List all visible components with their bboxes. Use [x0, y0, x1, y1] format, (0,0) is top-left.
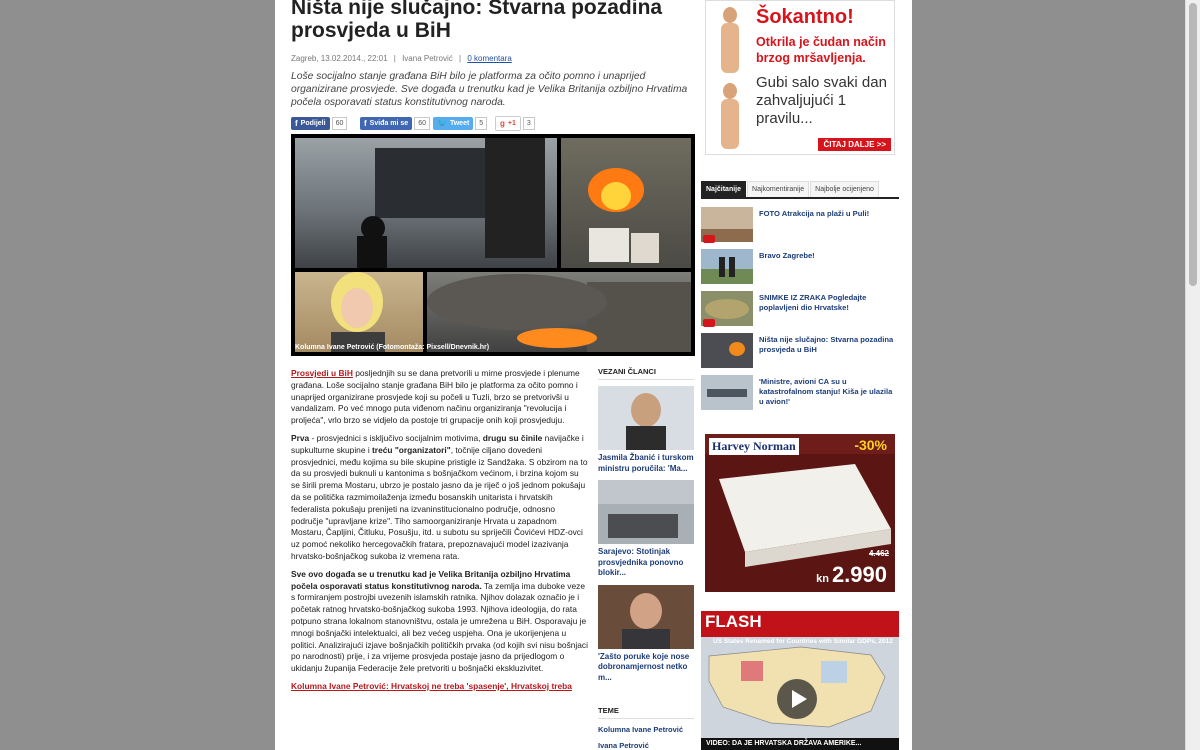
play-button[interactable] — [777, 679, 817, 719]
smoke-fire-photo — [427, 272, 691, 352]
facebook-icon: f — [295, 119, 298, 128]
related-thumb[interactable] — [598, 585, 694, 649]
facebook-like-label: Sviđa mi se — [369, 120, 409, 127]
related-thumb[interactable] — [598, 480, 694, 544]
popular-item[interactable]: 'Ministre, avioni CA su u katastrofalnom stanju! Kiša je ulazila u avion!' — [701, 375, 899, 413]
popular-thumb[interactable] — [701, 249, 753, 284]
gplus-count: 3 — [523, 117, 535, 130]
popular-tabs — [701, 181, 899, 199]
video-icon — [703, 235, 715, 243]
tweet-button[interactable] — [433, 117, 487, 130]
article-date: Zagreb, 13.02.2014., 22:01 — [291, 54, 388, 63]
hero-caption: Kolumna Ivane Petrović (Fotomontaža: Pixsell/Dnevnik.hr) — [295, 344, 490, 351]
ad-headline: Šokantno! — [756, 6, 854, 28]
columnist-portrait-photo — [295, 272, 423, 352]
play-icon — [777, 679, 817, 719]
article-author: Ivana Petrović — [402, 54, 453, 63]
ad-figure-image — [710, 3, 750, 153]
facebook-share[interactable] — [291, 117, 347, 130]
ad-line2: Otkrila je čudan način brzog mršavljenja. — [756, 35, 886, 65]
tab-najbolje-ocijenjeno[interactable]: Najbolje ocijenjeno — [810, 181, 879, 197]
body-paragraph: Prosvjedi u BiH posljednjih su se dana pretvorili u mirne prosvjede i plenume građana. Loše socijalno stanje građana BiH bilo je platforma za očito pomno i unaprijed organizirane prosvjede koji su počeli u Tuzli, brzo se pretvorivši u vandalizam. Po već mnogo puta viđenom načinu organiziranja "revolucija i proljeća", vrlo brzo se vidjelo da postoje tri grupacije onih koji prosvjeduju. — [291, 368, 580, 426]
prosvjedi-link[interactable]: Prosvjedi u BiH — [291, 368, 353, 378]
article-lead: Loše socijalno stanje građana BiH bilo je platforma za očito pomno i unaprijed organizirane prosvjede. Sve događa u trenutku kad je Velika Britanija ozbiljno Hrvatima počela osporavati status konstitutivnog naroda. — [291, 71, 688, 108]
facebook-share-count: 60 — [332, 117, 348, 130]
tweet-count: 5 — [475, 117, 487, 130]
facebook-like-count: 60 — [414, 117, 430, 130]
popular-item[interactable]: Bravo Zagrebe! — [701, 249, 899, 287]
body-paragraph — [291, 681, 589, 693]
ad-brand: Harvey Norman — [709, 438, 799, 455]
gplus-button[interactable] — [495, 117, 535, 130]
topics-section — [598, 706, 694, 750]
gplus-icon: g — [500, 119, 505, 128]
flash-caption[interactable]: VIDEO: DA JE HRVATSKA DRŽAVA AMERIKE... — [701, 738, 899, 750]
body-paragraph: Prva - prosvjednici s isključivo socijalnim motivima, drugu su činile navijačke i supkulturne skupine i treću "organizatori", točnije ciljano dovedeni prosvjednici, među kojima su bile skupine pristigle iz Sandžaka. S obzirom na to da su prosvjedi buknuli u kantonima s bošnjačkom većinom, i brzina kojom su se širili prema Mostaru, ubrzo je postalo jasno da je riječ o još jednom pokušaju da se politička razmimoilaženja između bosanskih unitarista i hrvatskih federalista pokušaju prenijeti na izvaninstitucionalno područje, odnosno područje "upravljane krize". Tiho samoorganiziranje Hrvata u zapadnom Mostaru, Čapljini, Čitluku, Posušju, itd. u subotu su spriječili Čovićevi HDZ-ovci uz pomoć nekoliko hercegovačkih fratara, prepoznavajući model izazivanja hrvatsko-bošnjačkog sukoba iz vremena rata. — [291, 432, 588, 561]
scrollbar-thumb[interactable] — [1189, 3, 1197, 286]
twitter-icon: 🐦 — [437, 119, 447, 128]
related-thumb[interactable] — [598, 386, 694, 450]
related-item[interactable]: Sarajevo: Stotinjak prosvjednika ponovno blokir... — [598, 480, 694, 579]
body-paragraph: Sve ovo događa se u trenutku kad je Velika Britanija ozbiljno Hrvatima počela osporavati status konstitutivnog naroda. Ta zemlja ima duboke veze s formiranjem postrojbi uvezenih islamskih ratnika. Njihov dolazak označio je i početak ratnog hrvatsko-bošnjačkog sukoba 1993. Njihova ideologija, do rata potpuno strana lokalnom stanovništvu, ostala je umrežena u BiH. Osporavaju je mnogi bošnjački intelektualci, ali bez većeg uspjeha. Ona je ukorijenjena u politici. Analizirajući izjave bošnjačkih političkih prvaka (od kojih svi nisu bošnjaci po narodnosti) prije, i za vrijeme prosvjeda postaje jasno da prijedlogom o ukidanju županija Federacije žele pretvoriti u bošnjački ekskluzivitet. — [291, 568, 588, 674]
hero-photo-montage[interactable] — [291, 134, 695, 356]
popular-thumb[interactable] — [701, 333, 753, 368]
riot-police-photo — [295, 138, 557, 268]
comments-link[interactable]: 0 komentara — [467, 54, 512, 63]
ad-old-price: 4.462 — [868, 549, 889, 558]
popular-thumb[interactable] — [701, 375, 753, 410]
popular-item[interactable]: Ništa nije slučajno: Stvarna pozadina prosvjeda u BiH — [701, 333, 899, 371]
facebook-like-icon: f — [364, 119, 367, 128]
tweet-label: Tweet — [449, 120, 470, 127]
ad-price: kn 2.990 — [816, 562, 887, 587]
topic-link[interactable]: Ivana Petrović — [598, 741, 649, 750]
facebook-share-label: Podijeli — [300, 120, 326, 127]
flash-subtitle: US States Renamed for Countries with Similar GDPs, 2012 — [713, 638, 893, 645]
related-item[interactable]: 'Zašto poruke koje nose dobronamjernost netko m... — [598, 585, 694, 684]
article-body — [291, 368, 589, 699]
video-icon — [703, 319, 715, 327]
ad-line3: Gubi salo svaki dan zahvaljujući 1 pravilu... — [756, 74, 887, 127]
related-item[interactable]: Jasmila Žbanić i turskom ministru poručila: 'Ma... — [598, 386, 694, 474]
popular-item[interactable]: FOTO Atrakcija na plaži u Puli! — [701, 207, 899, 245]
facebook-like[interactable] — [360, 117, 430, 130]
related-articles — [598, 367, 694, 683]
weight-loss-ad[interactable] — [705, 0, 895, 155]
ad-cta-button[interactable]: ČITAJ DALJE >> — [818, 138, 891, 151]
article-page — [275, 0, 912, 750]
tab-najcitanije[interactable]: Najčitanije — [701, 181, 746, 197]
flash-label: FLASH — [705, 612, 762, 631]
related-heading: VEZANI ČLANCI — [598, 367, 694, 380]
popular-item[interactable]: SNIMKE IZ ZRAKA Pogledajte poplavljeni dio Hrvatske! — [701, 291, 899, 329]
topics-heading: TEME — [598, 706, 694, 719]
tab-najkomentiranije[interactable]: Najkomentiranije — [747, 181, 809, 197]
kolumna-link[interactable]: Kolumna Ivane Petrović: Hrvatskoj ne treba 'spasenje', Hrvatskoj treba — [291, 680, 572, 691]
burning-building-photo — [561, 138, 691, 268]
flash-video[interactable] — [701, 611, 899, 750]
scrollbar[interactable] — [1185, 0, 1200, 750]
topic-link[interactable]: Kolumna Ivane Petrović — [598, 725, 684, 734]
gplus-label: +1 — [507, 120, 516, 127]
article-title: Ništa nije slučajno: Stvarna pozadina prosvjeda u BiH — [291, 0, 663, 42]
article-meta: Zagreb, 13.02.2014., 22:01 | Ivana Petrović | 0 komentara — [291, 54, 512, 63]
harvey-norman-ad[interactable] — [705, 434, 895, 592]
ad-discount: -30% — [854, 437, 887, 453]
